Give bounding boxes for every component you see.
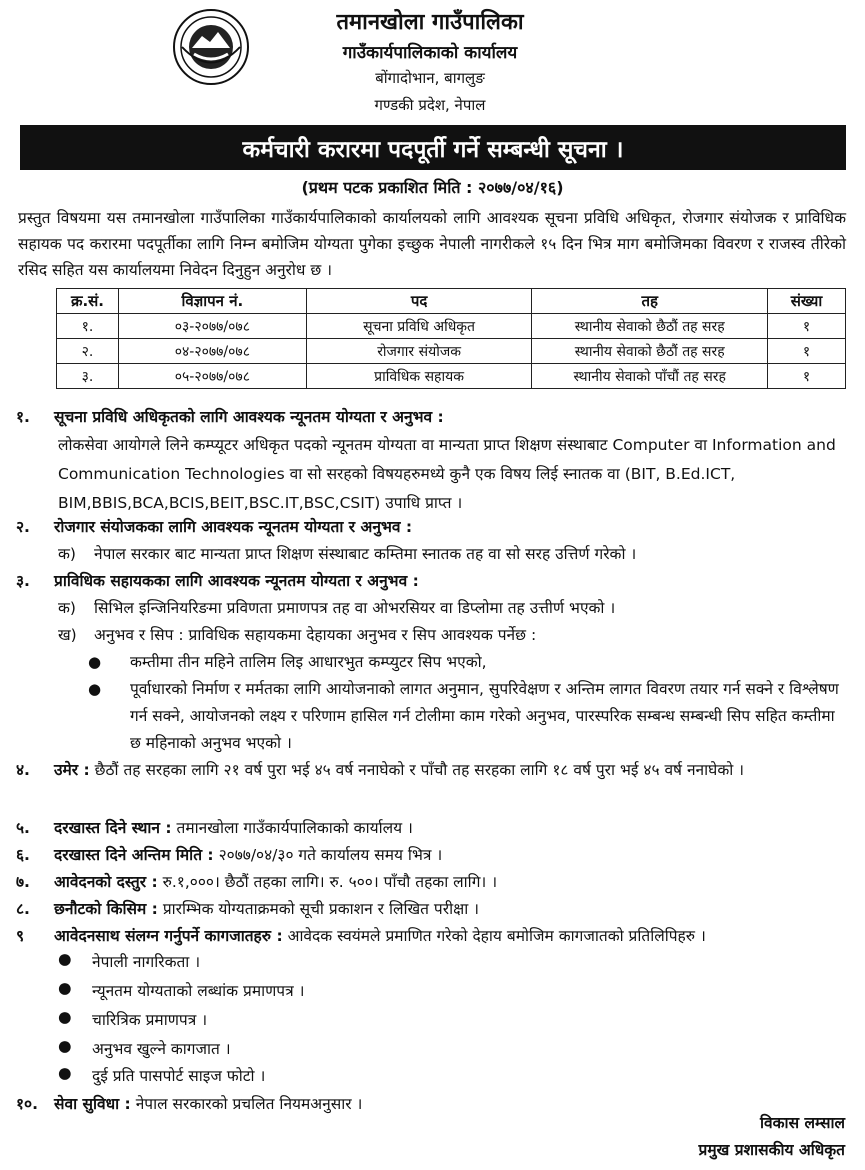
section-title: उमेर : [54, 761, 90, 779]
section-number: १. [16, 408, 30, 426]
bullet-icon: ● [58, 1008, 72, 1026]
list-item [58, 1008, 207, 1030]
section-text: प्रारम्भिक योग्यताक्रमको सूची प्रकाशन र लिखित परीक्षा । [162, 900, 480, 918]
bullet-icon: ● [58, 1064, 72, 1082]
section-title: दरखास्त दिने अन्तिम मिति : [54, 846, 214, 864]
col-header-level: तह [532, 289, 768, 314]
bullet-icon: ● [88, 680, 102, 698]
section-title: आवेदनसाथ संलग्न गर्नुपर्ने कागजातहरु : [54, 927, 283, 945]
section-text: तमानखोला गाउँकार्यपालिकाको कार्यालय । [176, 819, 413, 837]
section-title: प्राविधिक सहायकका लागि आवश्यक न्यूनतम योग्यता र अनुभव : [54, 572, 419, 590]
cell-post: प्राविधिक सहायक [306, 364, 532, 389]
bullet-icon: ● [88, 653, 102, 671]
section-number: ८. [16, 900, 30, 918]
notice-title: कर्मचारी करारमा पदपूर्ती गर्ने सम्बन्धी सूचना । [242, 136, 624, 163]
office-name: तमानखोला गाउँपालिका [336, 10, 524, 35]
section-title: दरखास्त दिने स्थान : [54, 819, 172, 837]
section-selection-method [16, 896, 846, 923]
bullet-text: पूर्वाधारको निर्माण र मर्मतका लागि आयोजनाको लागत अनुमान, सुपरिवेक्षण र अन्तिम लागत विवरण तयार गर्न सक्ने र विश्लेषण गर्न सक्ने, आयोजनको लक्ष्य र परिणाम हासिल गर्न टोलीमा काम गरेको अनुभव, पारस्परिक सम्बन्ध सम्बन्धी सिप सहित कम्तीमा छ महिनाको अनुभव भएको । [130, 680, 839, 752]
section-number: ३. [16, 572, 30, 590]
section-text: २०७७/०४/३० गते कार्यालय समय भित्र । [218, 846, 443, 864]
letterhead [0, 0, 865, 118]
section-it-officer [16, 404, 846, 518]
cell-level: स्थानीय सेवाको छैठौं तह सरह [532, 339, 768, 364]
bullet-text: कम्तीमा तीन महिने तालिम लिइ आधारभुत कम्प्युटर सिप भएको, [130, 653, 487, 671]
section-title: सेवा सुविधा : [54, 1095, 131, 1113]
list-item [58, 1037, 231, 1059]
signatory-name: विकास लम्साल [760, 1114, 845, 1132]
section-number: १०. [16, 1095, 39, 1113]
section-number: ४. [16, 761, 30, 779]
cell-ad-no: ०४-२०७७/०७८ [118, 339, 306, 364]
section-age [16, 757, 846, 784]
cell-count: १ [768, 339, 846, 364]
cell-sn: ३. [57, 364, 119, 389]
item-text: अनुभव र सिप : प्राविधिक सहायकमा देहायका अनुभव र सिप आवश्यक पर्नेछ : [94, 626, 537, 644]
bullet-icon: ● [58, 979, 72, 997]
section-required-documents [16, 923, 846, 950]
section-text: छैठौं तह सरहका लागि २१ वर्ष पुरा भई ४५ वर्ष ननाघेको र पाँचौ तह सरहका लागि १८ वर्ष पुरा भई ४५ वर्ष ननाघेको । [94, 761, 745, 779]
section-technical-assistant [16, 568, 846, 757]
section-body: लोकसेवा आयोगले लिने कम्प्यूटर अधिकृत पदको न्यूनतम योग्यता वा मान्यता प्राप्त शिक्षण संस्थाबाट Computer वा Information and Communication Technologies वा सो सरहको विषयहरुमध्ये कुनै एक विषय लिई स्नातक वा (BIT, B.Ed.ICT, BIM,BBIS,BCA,BCIS,BEIT,BSC.IT,BSC,CSIT) उपाधि प्राप्त । [58, 436, 836, 512]
cell-post: सूचना प्रविधि अधिकृत [306, 314, 532, 339]
section-number: ६. [16, 846, 30, 864]
section-fee [16, 869, 846, 896]
section-text: नेपाल सरकारको प्रचलित नियमअनुसार । [135, 1095, 363, 1113]
item-label: क) [58, 545, 76, 563]
doc-text: न्यूनतम योग्यताको लब्धांक प्रमाणपत्र । [92, 982, 305, 1000]
section-service-benefits [16, 1091, 846, 1118]
col-header-count: संख्या [768, 289, 846, 314]
cell-sn: २. [57, 339, 119, 364]
doc-text: नेपाली नागरिकता । [92, 953, 201, 971]
section-deadline [16, 842, 846, 869]
section-text: रु.१,०००। छैठौं तहका लागि। रु. ५००। पाँचौ तहका लागि। । [162, 873, 498, 891]
address-line-1: बोंगादोभान, बागलुङ [375, 69, 485, 87]
section-employment-coordinator [16, 514, 846, 568]
cell-count: १ [768, 364, 846, 389]
item-label: ख) [58, 626, 77, 644]
address-line-2: गण्डकी प्रदेश, नेपाल [374, 96, 486, 114]
office-subtitle: गाउँकार्यपालिकाको कार्यालय [342, 43, 518, 63]
table-row [57, 339, 846, 364]
nepal-emblem-logo [172, 8, 250, 86]
col-header-post: पद [306, 289, 532, 314]
doc-text: अनुभव खुल्ने कागजात । [92, 1040, 231, 1058]
table-row [57, 364, 846, 389]
item-text: नेपाल सरकार बाट मान्यता प्राप्त शिक्षण संस्थाबाट कम्तिमा स्नातक तह वा सो सरह उत्तिर्ण गरेको । [94, 545, 637, 563]
vacancy-table [56, 288, 846, 389]
cell-post: रोजगार संयोजक [306, 339, 532, 364]
section-number: ५. [16, 819, 30, 837]
section-title: रोजगार संयोजकका लागि आवश्यक न्यूनतम योग्यता र अनुभव : [54, 518, 413, 536]
cell-count: १ [768, 314, 846, 339]
bullet-icon: ● [58, 950, 72, 968]
section-title: आवेदनको दस्तुर : [54, 873, 158, 891]
table-header-row [57, 289, 846, 314]
section-title: छनौटको किसिम : [54, 900, 158, 918]
cell-level: स्थानीय सेवाको छैठौं तह सरह [532, 314, 768, 339]
section-text: आवेदक स्वयंमले प्रमाणित गरेको देहाय बमोजिम कागजातको प्रतिलिपिहरु । [287, 927, 706, 945]
col-header-ad-no: विज्ञापन नं. [118, 289, 306, 314]
notice-title-banner [20, 125, 846, 170]
item-text: सिभिल इन्जिनियरिङमा प्रविणता प्रमाणपत्र तह वा ओभरसियर वा डिप्लोमा तह उत्तीर्ण भएको । [94, 599, 616, 617]
section-number: २. [16, 518, 30, 536]
intro-paragraph: प्रस्तुत विषयमा यस तमानखोला गाउँपालिका गाउँकार्यपालिकाको कार्यालयको लागि आवश्यक सूचना प्रविधि अधिकृत, रोजगार संयोजक र प्राविधिक सहायक पद करारमा पदपूर्तीका लागि निम्न बमोजिम योग्यता पुगेका इच्छुक नेपाली नागरीकले १५ दिन भित्र माग बमोजिमका विवरण र राजस्व तीरेको रसिद सहित यस कार्यालयमा निवेदन दिनुहुन अनुरोध छ । [18, 209, 846, 279]
section-number: ९ [16, 927, 25, 945]
table-row [57, 314, 846, 339]
list-item [58, 950, 200, 972]
cell-sn: १. [57, 314, 119, 339]
publish-date: (प्रथम पटक प्रकाशित मिति : २०७७/०४/१६) [301, 178, 564, 197]
cell-ad-no: ०३-२०७७/०७८ [118, 314, 306, 339]
doc-text: चारित्रिक प्रमाणपत्र । [92, 1011, 208, 1029]
col-header-sn: क्र.सं. [57, 289, 119, 314]
item-label: क) [58, 599, 76, 617]
cell-level: स्थानीय सेवाको पाँचौं तह सरह [532, 364, 768, 389]
list-item [58, 1064, 265, 1086]
bullet-icon: ● [58, 1037, 72, 1055]
list-item [58, 979, 304, 1001]
signatory-designation: प्रमुख प्रशासकीय अधिकृत [698, 1141, 845, 1159]
cell-ad-no: ०५-२०७७/०७८ [118, 364, 306, 389]
section-title: सूचना प्रविधि अधिकृतको लागि आवश्यक न्यूनतम योग्यता र अनुभव : [54, 408, 444, 426]
section-application-place [16, 815, 846, 842]
section-number: ७. [16, 873, 30, 891]
doc-text: दुई प्रति पासपोर्ट साइज फोटो । [92, 1067, 266, 1085]
